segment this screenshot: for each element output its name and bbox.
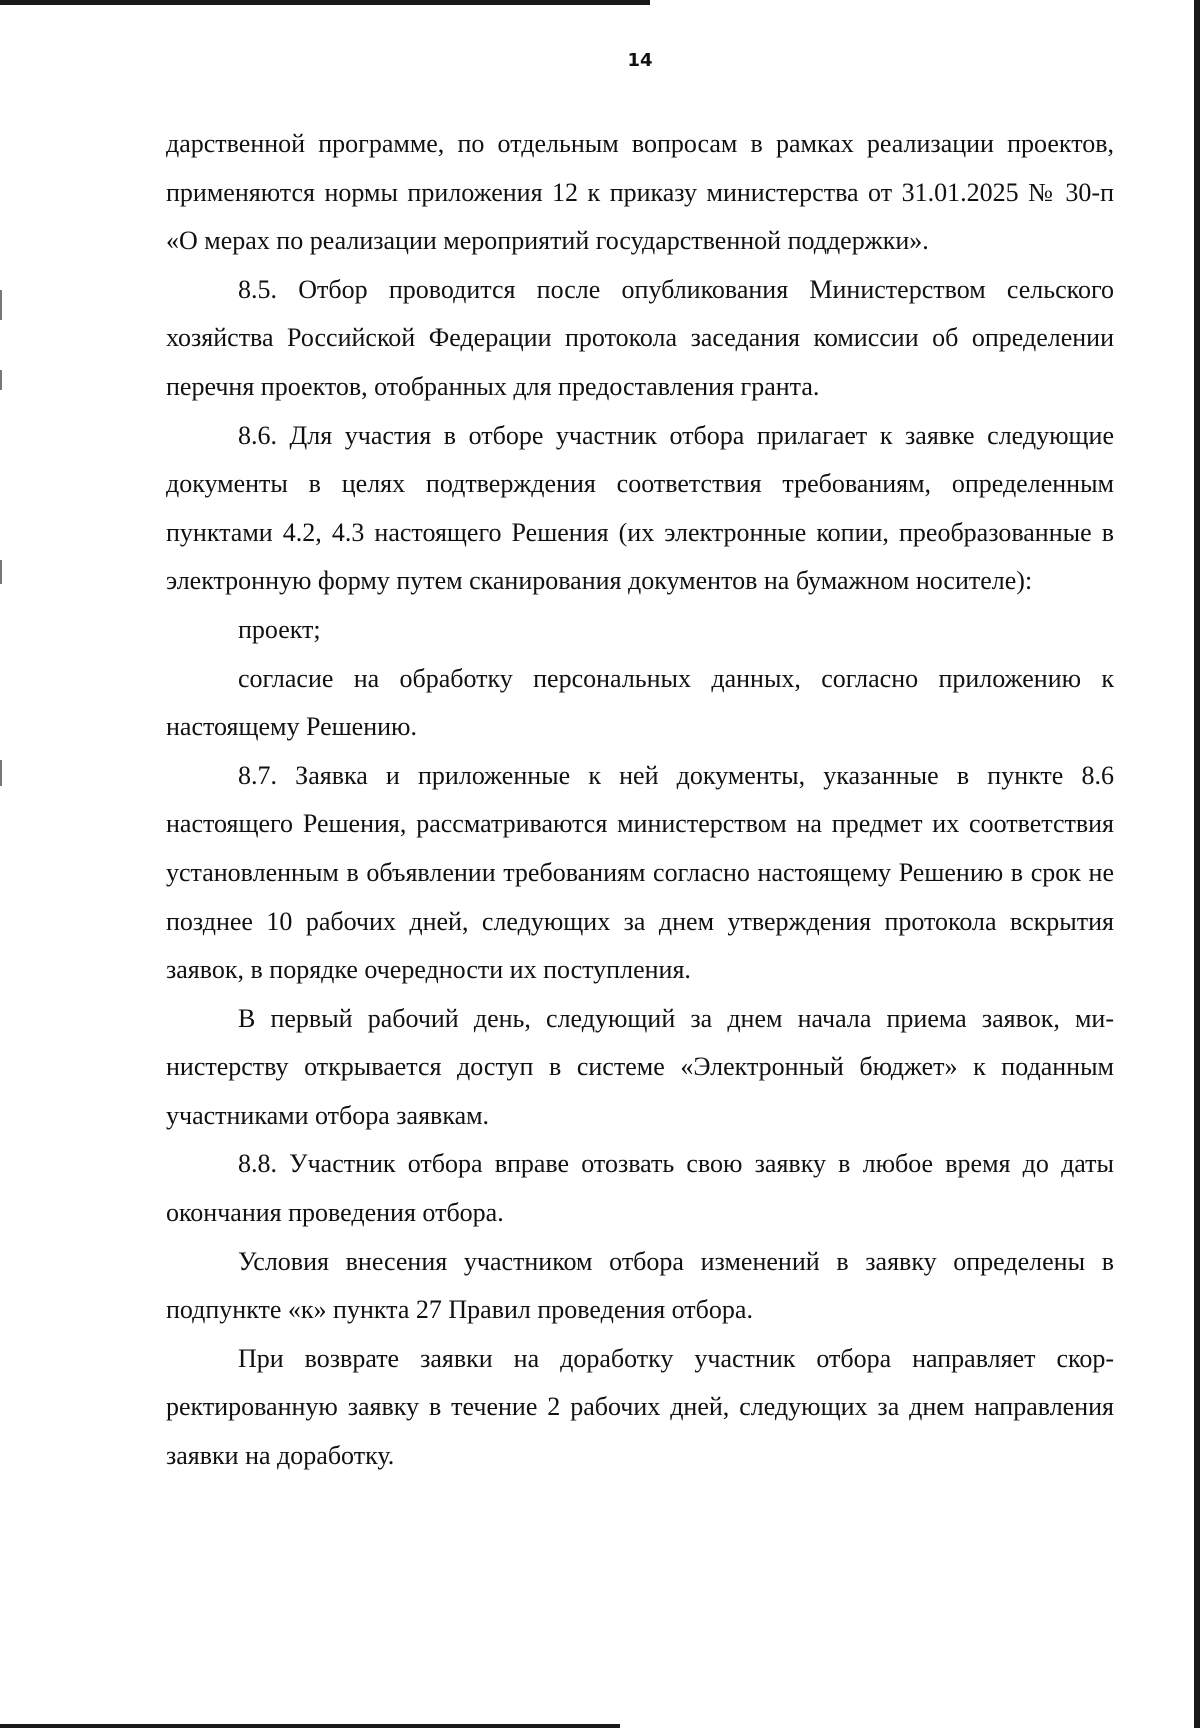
- scan-edge-left-mark: [0, 290, 2, 320]
- paragraph: дарственной программе, по отдельным вопросам в рамках реализации проектов, применяются нормы приложения 12 к приказу министерства от 31.01.2025 № 30-п «О мерах по реализации мероприятий государственной поддержки».: [166, 129, 1114, 256]
- document-body: [166, 120, 1114, 1481]
- paragraph: В первый рабочий день, следующий за днем начала приема заявок, министерству открывается доступ в системе «Электронный бюджет» к поданным участниками отбора заявкам.: [166, 1003, 1114, 1130]
- paragraph: Условия внесения участником отбора изменений в заявку определены в подпункте «к» пункта 27 Правил проведения отбора.: [166, 1246, 1114, 1325]
- paragraph: согласие на обработку персональных данных, согласно приложению к настоящему Решению.: [166, 663, 1114, 742]
- paragraph: При возврате заявки на доработку участник отбора направляет скорректированную заявку в течение 2 рабочих дней, следующих за днем направления заявки на доработку.: [166, 1343, 1114, 1471]
- paragraph: 8.5. Отбор проводится после опубликования Министерством сельского хозяйства Российской Федерации протокола заседания комиссии об определении перечня проектов, отобранных для предоставления гранта.: [166, 274, 1114, 401]
- scan-edge-left-mark: [0, 370, 2, 390]
- scan-edge-left-mark: [0, 760, 2, 786]
- page-number: 14: [627, 50, 653, 71]
- scan-edge-right: [1194, 0, 1200, 1728]
- paragraph: 8.6. Для участия в отборе участник отбора прилагает к заявке следующие документы в целях подтверждения соответствия требованиям, определенным пунктами 4.2, 4.3 настоящего Решения (их электронные копии, преобразованные в электронную форму путем сканирования документов на бумажном носителе):: [166, 420, 1114, 596]
- paragraph: 8.8. Участник отбора вправе отозвать свою заявку в любое время до даты окончания проведения отбора.: [166, 1149, 1114, 1228]
- scan-edge-bottom: [0, 1724, 620, 1728]
- paragraph: 8.7. Заявка и приложенные к ней документы, указанные в пункте 8.6 настоящего Решения, рассматриваются министерством на предмет их соответствия установленным в объявлении требованиям согласно настоящему Решению в срок не позднее 10 рабочих дней, следующих за днем утверждения протокола вскрытия заявок, в порядке очередности их поступления.: [166, 760, 1114, 985]
- paragraph: проект;: [238, 614, 321, 644]
- scan-edge-left-mark: [0, 560, 2, 584]
- scan-edge-top: [0, 0, 650, 5]
